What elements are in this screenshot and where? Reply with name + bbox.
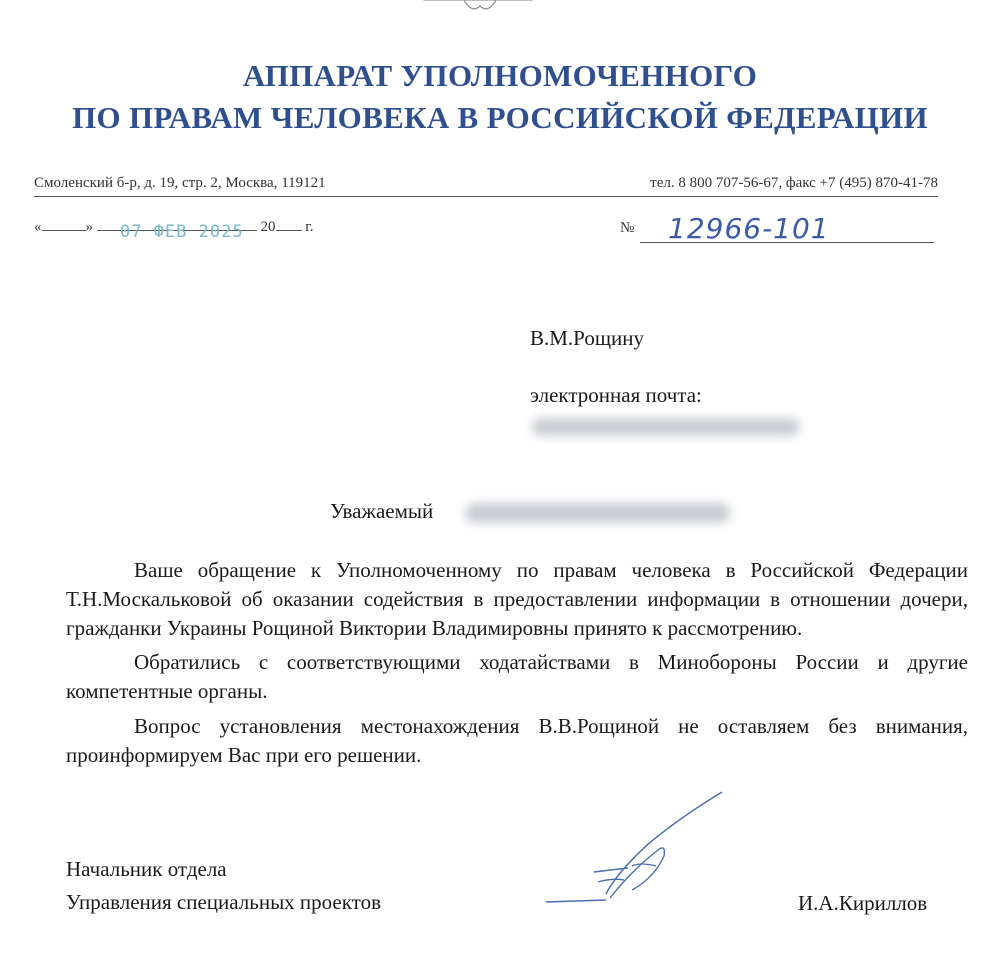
position-line-2: Управления специальных проектов: [66, 890, 381, 914]
contact-line: [34, 175, 938, 197]
date-stamp: 07 ФЕВ 2025: [120, 222, 244, 242]
reference-label: №: [620, 220, 635, 236]
handwritten-signature: [536, 786, 736, 916]
organization-title-line-1: АППАРАТ УПОЛНОМОЧЕННОГО: [242, 58, 758, 93]
body-paragraph-1: Ваше обращение к Уполномоченному по правам человека в Российской Федерации Т.Н.Москальковой об оказании содействия в предоставлении информации в отношении дочери, гражданки Украины Рощиной Виктории Владимировны принято к рассмотрению.: [66, 558, 968, 640]
addressee-name: В.М.Рощину: [530, 326, 644, 350]
email-label: электронная почта:: [530, 383, 702, 407]
organization-title-line-2: ПО ПРАВАМ ЧЕЛОВЕКА В РОССИЙСКОЙ ФЕДЕРАЦИИ: [72, 100, 928, 135]
letter-body: [66, 556, 968, 776]
emblem-icon: [420, 0, 540, 18]
redacted-email: [532, 418, 800, 436]
reference-number: 12966-101: [668, 212, 830, 245]
position-line-1: Начальник отдела: [66, 857, 227, 881]
body-paragraph-3: Вопрос установления местонахождения В.В.Рощиной не оставляем без внимания, проинформируем Вас при его решении.: [66, 713, 968, 767]
date-year-prefix: 20: [260, 219, 276, 235]
date-close-quote: »: [85, 219, 93, 235]
redacted-name: [465, 503, 730, 523]
signer-position: [66, 853, 381, 919]
address-text: Смоленский б-р, д. 19, стр. 2, Москва, 119121: [34, 175, 326, 191]
signer-name: И.А.Кириллов: [798, 891, 928, 915]
greeting: Уважаемый: [330, 499, 434, 523]
date-year-suffix: г.: [305, 219, 314, 235]
body-paragraph-2: Обратились с соответствующими ходатайствами в Минобороны России и другие компетентные органы.: [66, 650, 968, 704]
date-open-quote: «: [34, 219, 42, 235]
phone-fax-text: тел. 8 800 707-56-67, факс +7 (495) 870-41-78: [650, 175, 938, 191]
